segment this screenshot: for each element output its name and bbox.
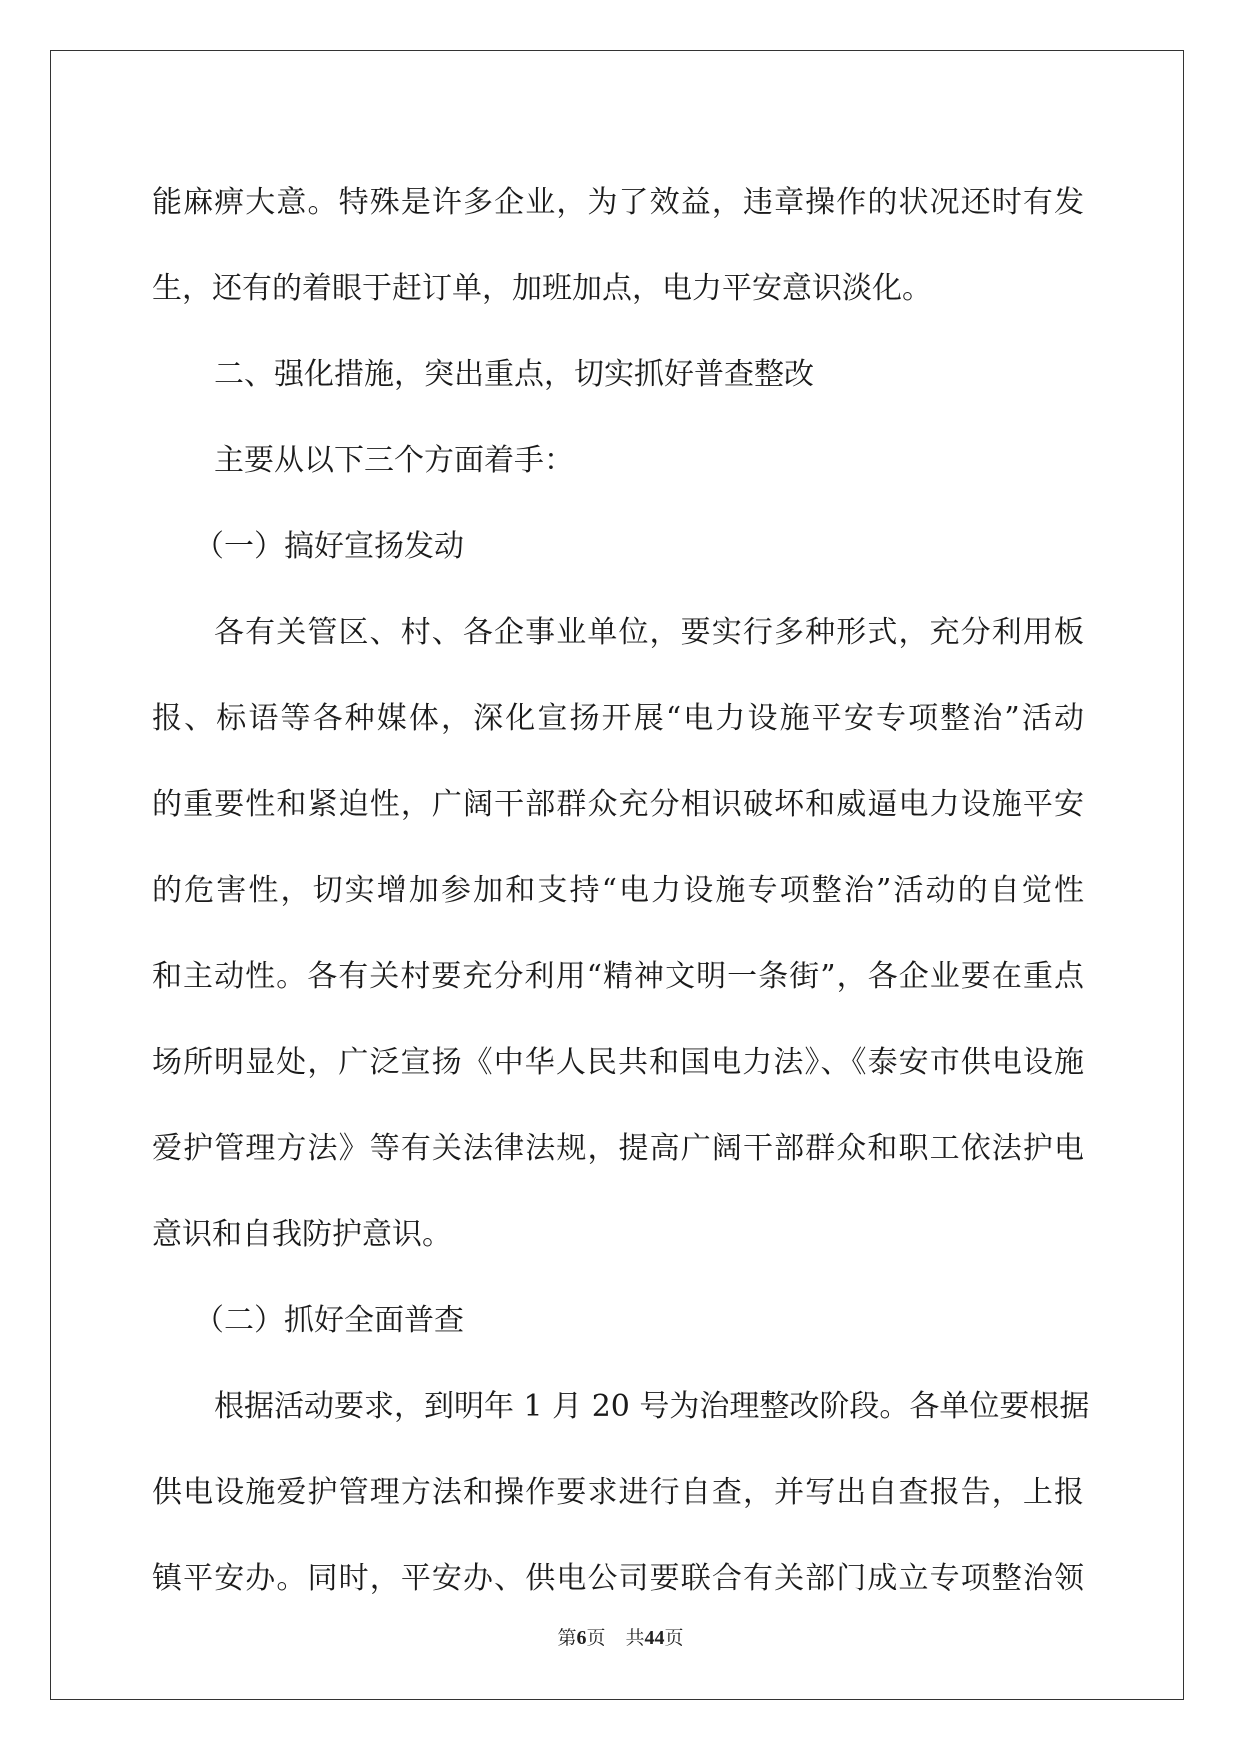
section-intro: 主要从以下三个方面着手：: [214, 443, 574, 478]
text-line: 供电设施爱护管理方法和操作要求进行自查，并写出自查报告，上报: [152, 1475, 1084, 1510]
text-line: 各有关管区、村、各企事业单位，要实行多种形式，充分利用板: [214, 615, 1084, 650]
text-line: 镇平安办。同时，平安办、供电公司要联合有关部门成立专项整治领: [152, 1561, 1084, 1596]
footer-total-suffix: 页: [664, 1627, 684, 1649]
text-line: 报、标语等各种媒体，深化宣扬开展“电力设施平安专项整治”活动: [152, 701, 1084, 736]
footer-prefix: 第: [557, 1627, 577, 1649]
text-line: 的重要性和紧迫性，广阔干部群众充分相识破坏和威逼电力设施平安: [152, 787, 1084, 822]
text-line: 爱护管理方法》等有关法律法规，提高广阔干部群众和职工依法护电: [152, 1131, 1084, 1166]
footer-total-prefix: 共: [625, 1627, 645, 1649]
text-line: 能麻痹大意。特殊是许多企业，为了效益，违章操作的状况还时有发: [152, 185, 1084, 220]
text-line: 根据活动要求，到明年 1 月 20 号为治理整改阶段。各单位要根据: [214, 1389, 1090, 1424]
subsection-heading: （二）抓好全面普查: [194, 1303, 464, 1338]
text-line: 场所明显处，广泛宣扬《中华人民共和国电力法》、《泰安市供电设施: [152, 1045, 1084, 1080]
page-number: 6: [576, 1627, 587, 1649]
text-line: 意识和自我防护意识。: [152, 1217, 452, 1252]
total-pages: 44: [644, 1627, 665, 1649]
text-line: 的危害性，切实增加参加和支持“电力设施专项整治”活动的自觉性: [152, 873, 1084, 908]
text-line: 和主动性。各有关村要充分利用“精神文明一条街”，各企业要在重点: [152, 959, 1084, 994]
subsection-heading: （一）搞好宣扬发动: [194, 529, 464, 564]
footer-page-suffix: 页: [586, 1627, 606, 1649]
page-footer: [0, 1623, 1241, 1650]
text-line: 生，还有的着眼于赶订单，加班加点，电力平安意识淡化。: [152, 271, 932, 306]
section-heading: 二、强化措施，突出重点，切实抓好普查整改: [214, 357, 814, 392]
document-body: [152, 160, 1090, 1622]
